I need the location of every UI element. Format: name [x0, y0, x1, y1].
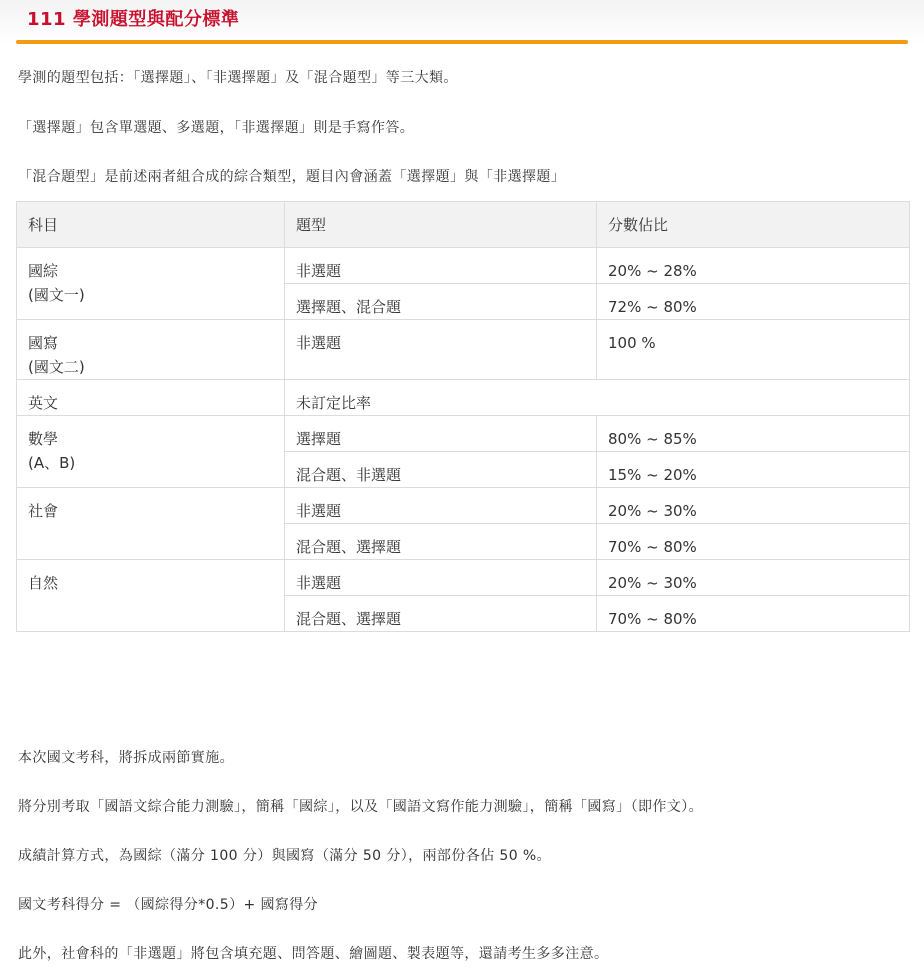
- type-cell: 選擇題、混合題: [285, 284, 597, 320]
- type-cell: 非選題: [285, 488, 597, 524]
- page-title: 111 學測題型與配分標準: [27, 9, 240, 30]
- title-underline: [16, 40, 908, 44]
- subject-cell: [17, 320, 285, 380]
- intro-paragraph-2: 「選擇題」包含單選題、多選題，「非選擇題」則是手寫作答。: [18, 120, 415, 136]
- ratio-cell: 100 %: [597, 320, 910, 380]
- subject-name: 數學: [28, 430, 59, 448]
- subject-name: 自然: [28, 574, 59, 592]
- subject-cell: [17, 248, 285, 320]
- header-type: 題型: [285, 202, 597, 248]
- header-bar: [0, 0, 924, 44]
- table-row: [17, 416, 910, 452]
- score-table: [16, 201, 910, 632]
- subject-subname: (國文二): [28, 358, 85, 376]
- type-cell: 混合題、選擇題: [285, 524, 597, 560]
- note-paragraph-5: 此外，社會科的「非選題」將包含填充題、問答題、繪圖題、製表題等，還請考生多多注意。: [18, 946, 609, 962]
- type-cell: 混合題、非選題: [285, 452, 597, 488]
- ratio-cell: 70% ~ 80%: [597, 524, 910, 560]
- ratio-cell: 20% ~ 30%: [597, 560, 910, 596]
- subject-name: 國綜: [28, 262, 59, 280]
- subject-name: 國寫: [28, 334, 59, 352]
- subject-name: 英文: [28, 394, 59, 412]
- note-paragraph-3: 成績計算方式，為國綜（滿分 100 分）與國寫（滿分 50 分），兩部份各佔 50 %。: [18, 848, 551, 864]
- table-header-row: [17, 202, 910, 248]
- type-cell: 非選題: [285, 320, 597, 380]
- subject-cell: [17, 380, 285, 416]
- note-cell: 未訂定比率: [285, 380, 910, 416]
- table-row: [17, 320, 910, 380]
- subject-cell: [17, 416, 285, 488]
- intro-paragraph-3: 「混合題型」是前述兩者組合成的綜合類型，題目內會涵蓋「選擇題」與「非選擇題」: [18, 169, 566, 185]
- header-ratio: 分數佔比: [597, 202, 910, 248]
- ratio-cell: 20% ~ 30%: [597, 488, 910, 524]
- header-subject: 科目: [17, 202, 285, 248]
- subject-cell: [17, 488, 285, 560]
- ratio-cell: 20% ~ 28%: [597, 248, 910, 284]
- ratio-cell: 70% ~ 80%: [597, 596, 910, 632]
- ratio-cell: 72% ~ 80%: [597, 284, 910, 320]
- type-cell: 非選題: [285, 560, 597, 596]
- ratio-cell: 15% ~ 20%: [597, 452, 910, 488]
- table-row: [17, 560, 910, 596]
- table-row: [17, 248, 910, 284]
- type-cell: 混合題、選擇題: [285, 596, 597, 632]
- subject-cell: [17, 560, 285, 632]
- subject-subname: (A、B): [28, 454, 76, 472]
- subject-name: 社會: [28, 502, 59, 520]
- intro-paragraph-1: 學測的題型包括：「選擇題」、「非選擇題」及「混合題型」等三大類。: [18, 70, 458, 86]
- type-cell: 非選題: [285, 248, 597, 284]
- table-row: [17, 488, 910, 524]
- ratio-cell: 80% ~ 85%: [597, 416, 910, 452]
- table-row: [17, 380, 910, 416]
- note-paragraph-2: 將分別考取「國語文綜合能力測驗」，簡稱「國綜」，以及「國語文寫作能力測驗」，簡稱「國寫」（即作文）。: [18, 799, 703, 815]
- note-paragraph-4: 國文考科得分 = （國綜得分*0.5）+ 國寫得分: [18, 897, 319, 913]
- type-cell: 選擇題: [285, 416, 597, 452]
- note-paragraph-1: 本次國文考科，將拆成兩節實施。: [18, 750, 234, 766]
- subject-subname: (國文一): [28, 286, 85, 304]
